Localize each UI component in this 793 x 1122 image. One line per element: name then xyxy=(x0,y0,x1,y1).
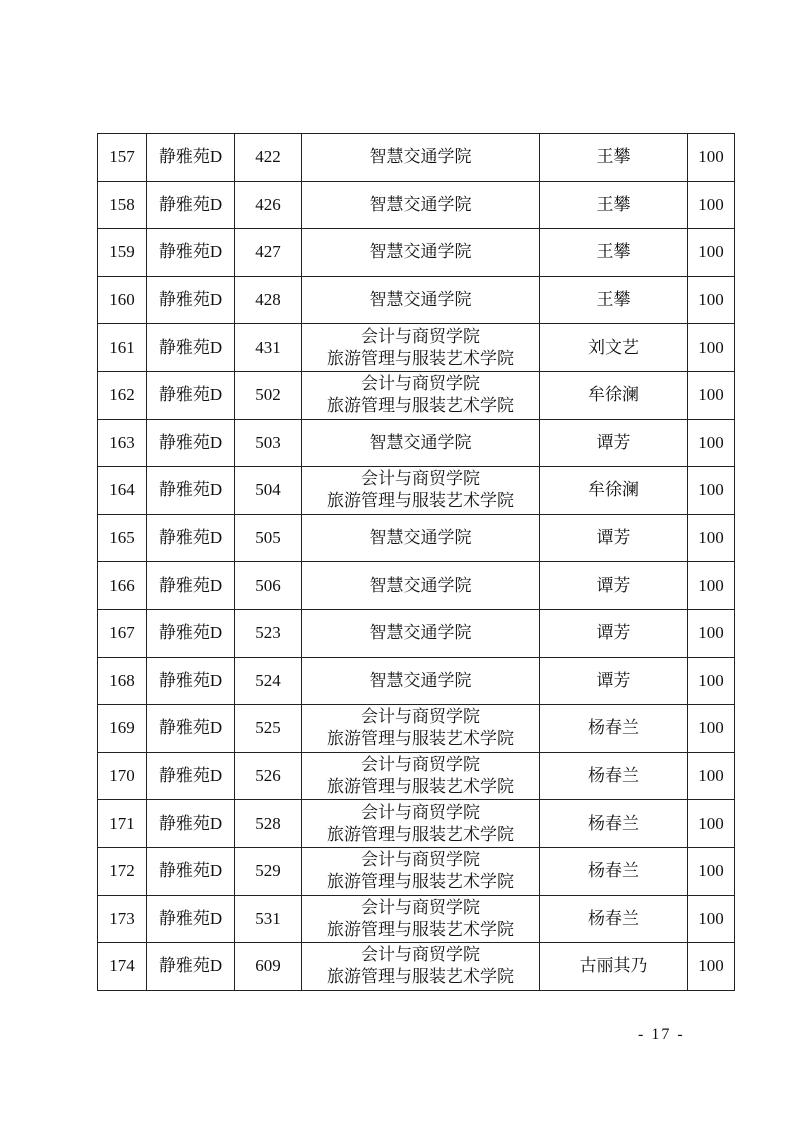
cell-name: 谭芳 xyxy=(540,514,688,562)
cell-room: 422 xyxy=(235,134,302,182)
cell-score: 100 xyxy=(688,324,735,372)
cell-room: 504 xyxy=(235,467,302,515)
cell-room: 531 xyxy=(235,895,302,943)
college-name: 旅游管理与服装艺术学院 xyxy=(327,729,514,749)
cell-score: 100 xyxy=(688,562,735,610)
college-name: 旅游管理与服装艺术学院 xyxy=(327,872,514,892)
table-row xyxy=(98,943,735,991)
cell-building: 静雅苑D xyxy=(147,371,235,419)
cell-name: 王攀 xyxy=(540,134,688,182)
cell-college xyxy=(302,562,540,610)
cell-college xyxy=(302,800,540,848)
college-name: 智慧交通学院 xyxy=(369,528,472,548)
college-name: 会计与商贸学院 xyxy=(361,850,480,870)
cell-building: 静雅苑D xyxy=(147,324,235,372)
cell-college xyxy=(302,514,540,562)
cell-room: 431 xyxy=(235,324,302,372)
cell-building: 静雅苑D xyxy=(147,847,235,895)
cell-college xyxy=(302,419,540,467)
cell-building: 静雅苑D xyxy=(147,276,235,324)
cell-number: 172 xyxy=(98,847,147,895)
cell-name: 王攀 xyxy=(540,229,688,277)
college-name: 智慧交通学院 xyxy=(369,432,472,452)
college-name: 会计与商贸学院 xyxy=(361,897,480,917)
cell-building: 静雅苑D xyxy=(147,609,235,657)
college-name: 智慧交通学院 xyxy=(369,575,472,595)
cell-name: 杨春兰 xyxy=(540,800,688,848)
table-row xyxy=(98,371,735,419)
cell-building: 静雅苑D xyxy=(147,562,235,610)
cell-college xyxy=(302,467,540,515)
table-row xyxy=(98,419,735,467)
page-number: - 17 - xyxy=(638,1026,685,1043)
cell-building: 静雅苑D xyxy=(147,467,235,515)
table-row xyxy=(98,800,735,848)
cell-room: 524 xyxy=(235,657,302,705)
cell-number: 163 xyxy=(98,419,147,467)
cell-building: 静雅苑D xyxy=(147,657,235,705)
cell-building: 静雅苑D xyxy=(147,895,235,943)
cell-score: 100 xyxy=(688,181,735,229)
table-row xyxy=(98,514,735,562)
cell-room: 502 xyxy=(235,371,302,419)
cell-room: 506 xyxy=(235,562,302,610)
cell-room: 505 xyxy=(235,514,302,562)
college-name: 会计与商贸学院 xyxy=(361,945,480,965)
college-name: 旅游管理与服装艺术学院 xyxy=(327,396,514,416)
cell-building: 静雅苑D xyxy=(147,705,235,753)
cell-room: 525 xyxy=(235,705,302,753)
cell-number: 164 xyxy=(98,467,147,515)
college-name: 智慧交通学院 xyxy=(369,242,472,262)
cell-number: 166 xyxy=(98,562,147,610)
college-name: 旅游管理与服装艺术学院 xyxy=(327,824,514,844)
cell-number: 174 xyxy=(98,943,147,991)
cell-name: 杨春兰 xyxy=(540,895,688,943)
cell-building: 静雅苑D xyxy=(147,800,235,848)
cell-score: 100 xyxy=(688,705,735,753)
cell-number: 173 xyxy=(98,895,147,943)
cell-score: 100 xyxy=(688,943,735,991)
cell-score: 100 xyxy=(688,847,735,895)
cell-number: 168 xyxy=(98,657,147,705)
college-name: 智慧交通学院 xyxy=(369,623,472,643)
cell-college xyxy=(302,847,540,895)
college-name: 旅游管理与服装艺术学院 xyxy=(327,919,514,939)
table-row xyxy=(98,705,735,753)
table-body xyxy=(98,134,735,991)
cell-name: 谭芳 xyxy=(540,657,688,705)
cell-room: 428 xyxy=(235,276,302,324)
college-name: 旅游管理与服装艺术学院 xyxy=(327,967,514,987)
college-name: 智慧交通学院 xyxy=(369,670,472,690)
college-name: 会计与商贸学院 xyxy=(361,755,480,775)
college-name: 会计与商贸学院 xyxy=(361,326,480,346)
cell-number: 165 xyxy=(98,514,147,562)
dormitory-score-table xyxy=(97,133,735,991)
table-row xyxy=(98,752,735,800)
cell-college xyxy=(302,181,540,229)
cell-college xyxy=(302,657,540,705)
cell-college xyxy=(302,371,540,419)
college-name: 会计与商贸学院 xyxy=(361,469,480,489)
cell-building: 静雅苑D xyxy=(147,134,235,182)
cell-score: 100 xyxy=(688,229,735,277)
cell-building: 静雅苑D xyxy=(147,752,235,800)
cell-number: 161 xyxy=(98,324,147,372)
table-row xyxy=(98,181,735,229)
cell-college xyxy=(302,705,540,753)
college-name: 智慧交通学院 xyxy=(369,290,472,310)
college-name: 旅游管理与服装艺术学院 xyxy=(327,777,514,797)
cell-room: 427 xyxy=(235,229,302,277)
cell-name: 牟徐澜 xyxy=(540,371,688,419)
cell-name: 牟徐澜 xyxy=(540,467,688,515)
cell-name: 王攀 xyxy=(540,276,688,324)
cell-score: 100 xyxy=(688,609,735,657)
table-row xyxy=(98,134,735,182)
cell-college xyxy=(302,276,540,324)
cell-name: 杨春兰 xyxy=(540,847,688,895)
cell-building: 静雅苑D xyxy=(147,419,235,467)
cell-room: 503 xyxy=(235,419,302,467)
cell-college xyxy=(302,134,540,182)
cell-score: 100 xyxy=(688,419,735,467)
college-name: 旅游管理与服装艺术学院 xyxy=(327,348,514,368)
cell-college xyxy=(302,943,540,991)
cell-building: 静雅苑D xyxy=(147,229,235,277)
cell-name: 谭芳 xyxy=(540,609,688,657)
cell-score: 100 xyxy=(688,134,735,182)
cell-score: 100 xyxy=(688,514,735,562)
college-name: 智慧交通学院 xyxy=(369,194,472,214)
cell-number: 167 xyxy=(98,609,147,657)
cell-number: 158 xyxy=(98,181,147,229)
table-row xyxy=(98,657,735,705)
cell-room: 528 xyxy=(235,800,302,848)
cell-building: 静雅苑D xyxy=(147,514,235,562)
cell-name: 刘文艺 xyxy=(540,324,688,372)
table-row xyxy=(98,324,735,372)
cell-number: 171 xyxy=(98,800,147,848)
cell-name: 古丽其乃 xyxy=(540,943,688,991)
college-name: 旅游管理与服装艺术学院 xyxy=(327,491,514,511)
cell-score: 100 xyxy=(688,752,735,800)
cell-college xyxy=(302,609,540,657)
cell-college xyxy=(302,229,540,277)
cell-room: 529 xyxy=(235,847,302,895)
cell-score: 100 xyxy=(688,895,735,943)
cell-number: 162 xyxy=(98,371,147,419)
cell-name: 杨春兰 xyxy=(540,705,688,753)
cell-score: 100 xyxy=(688,657,735,705)
cell-building: 静雅苑D xyxy=(147,943,235,991)
table-row xyxy=(98,847,735,895)
cell-score: 100 xyxy=(688,371,735,419)
table-row xyxy=(98,609,735,657)
cell-name: 谭芳 xyxy=(540,562,688,610)
cell-name: 谭芳 xyxy=(540,419,688,467)
cell-room: 426 xyxy=(235,181,302,229)
college-name: 会计与商贸学院 xyxy=(361,802,480,822)
cell-score: 100 xyxy=(688,276,735,324)
college-name: 会计与商贸学院 xyxy=(361,707,480,727)
cell-room: 609 xyxy=(235,943,302,991)
table-row xyxy=(98,229,735,277)
cell-name: 王攀 xyxy=(540,181,688,229)
cell-number: 160 xyxy=(98,276,147,324)
cell-college xyxy=(302,895,540,943)
cell-name: 杨春兰 xyxy=(540,752,688,800)
cell-college xyxy=(302,752,540,800)
cell-number: 159 xyxy=(98,229,147,277)
cell-number: 170 xyxy=(98,752,147,800)
cell-score: 100 xyxy=(688,467,735,515)
table-row xyxy=(98,467,735,515)
cell-room: 523 xyxy=(235,609,302,657)
cell-room: 526 xyxy=(235,752,302,800)
table-row xyxy=(98,562,735,610)
cell-building: 静雅苑D xyxy=(147,181,235,229)
college-name: 会计与商贸学院 xyxy=(361,374,480,394)
cell-college xyxy=(302,324,540,372)
table-row xyxy=(98,895,735,943)
cell-number: 157 xyxy=(98,134,147,182)
cell-number: 169 xyxy=(98,705,147,753)
cell-score: 100 xyxy=(688,800,735,848)
college-name: 智慧交通学院 xyxy=(369,147,472,167)
table-row xyxy=(98,276,735,324)
